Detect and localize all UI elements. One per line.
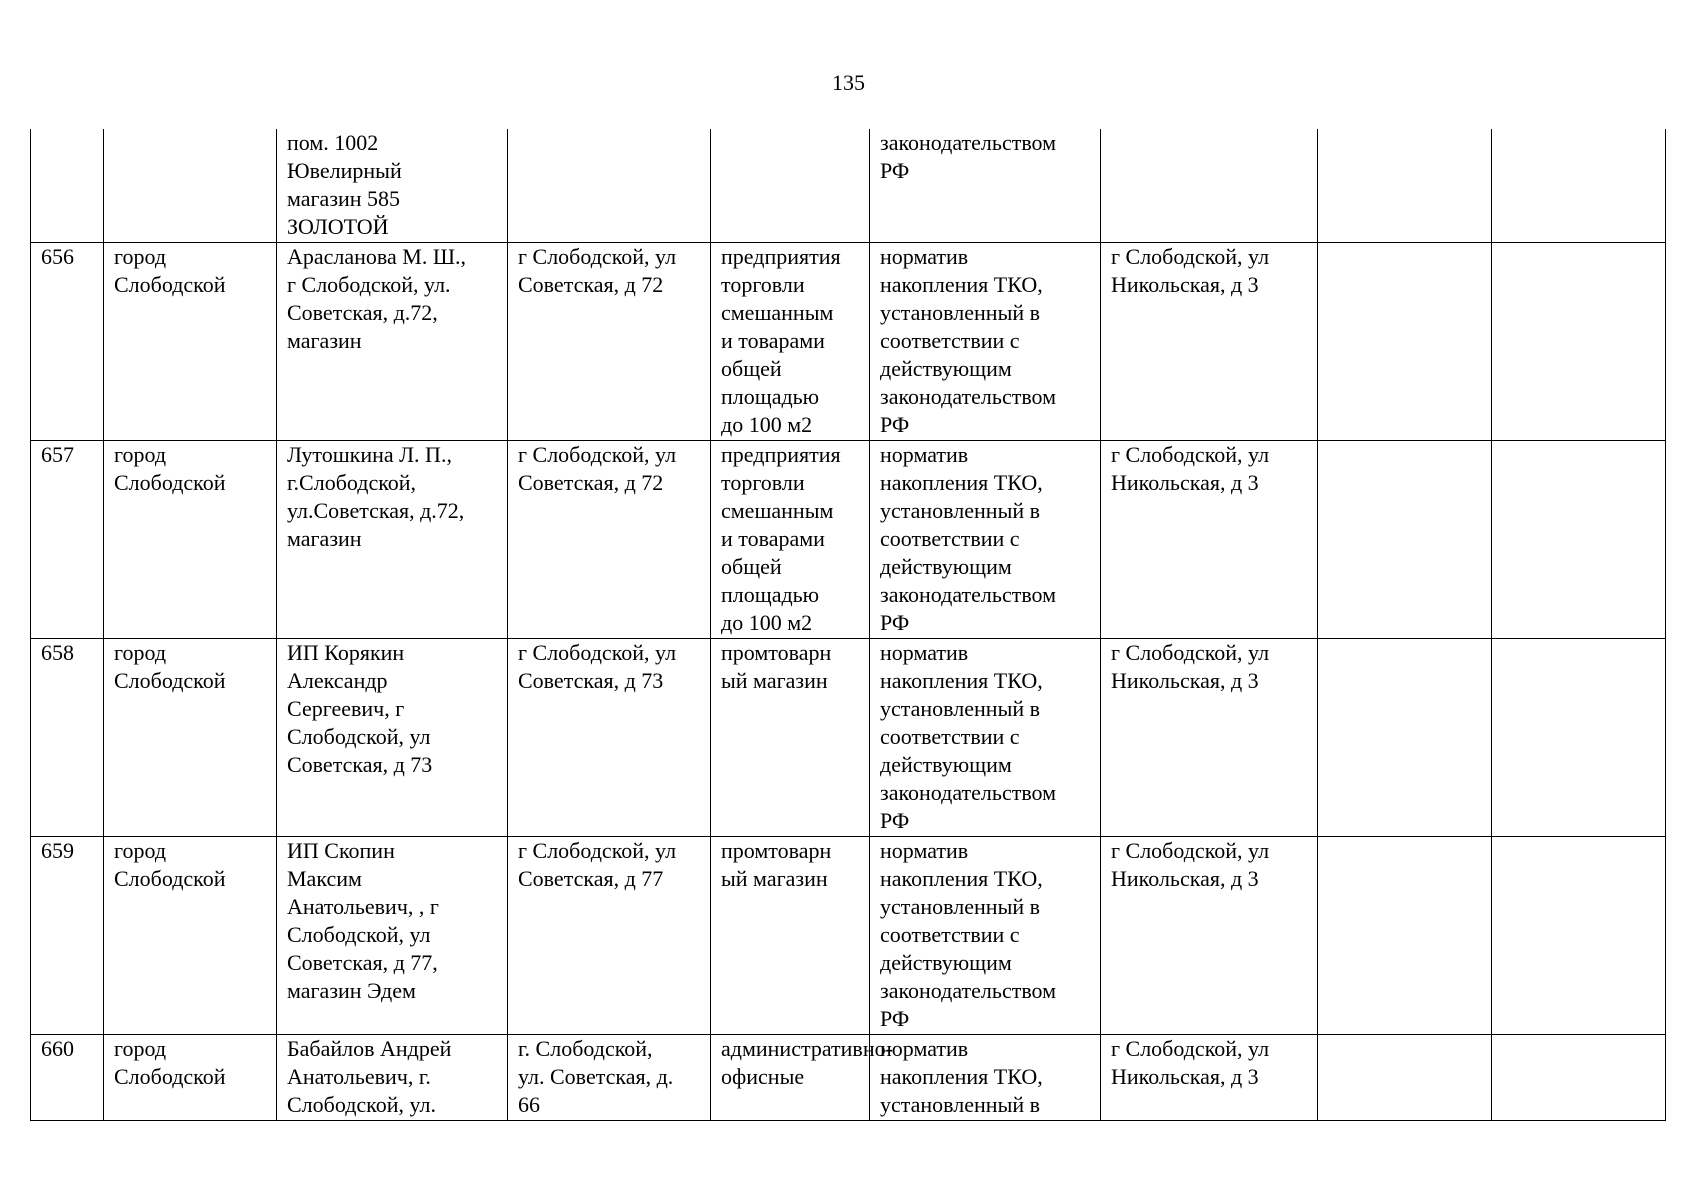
cell-category: предприятия торговли смешанным и товарами общей площадью до 100 м2 [711,243,870,441]
cell-extra-2 [1492,837,1666,1035]
cell-extra-1 [1318,441,1492,639]
cell-source: пом. 1002 Ювелирный магазин 585 ЗОЛОТОЙ [277,129,508,243]
cell-location [508,129,711,243]
cell-extra-1 [1318,837,1492,1035]
cell-location: г Слободской, ул Советская, д 73 [508,639,711,837]
cell-settlement: город Слободской [104,1035,277,1121]
waste-sources-table [30,129,1666,1121]
cell-norm: норматив накопления ТКО, установленный в соответствии с действующим законодательством РФ [870,639,1101,837]
cell-norm: норматив накопления ТКО, установленный в соответствии с действующим законодательством РФ [870,243,1101,441]
cell-norm: норматив накопления ТКО, установленный в соответствии с действующим законодательством РФ [870,837,1101,1035]
cell-norm: законодательством РФ [870,129,1101,243]
cell-extra-1 [1318,243,1492,441]
table-row [31,639,1666,837]
cell-extra-2 [1492,243,1666,441]
cell-settlement: город Слободской [104,837,277,1035]
cell-norm: норматив накопления ТКО, установленный в [870,1035,1101,1121]
cell-site: г Слободской, ул Никольская, д 3 [1101,441,1318,639]
cell-extra-2 [1492,1035,1666,1121]
cell-extra-1 [1318,1035,1492,1121]
table-row-continued [31,129,1666,243]
cell-number: 658 [31,639,104,837]
cell-extra-2 [1492,441,1666,639]
cell-settlement: город Слободской [104,639,277,837]
table-row [31,1035,1666,1121]
cell-number [31,129,104,243]
cell-source: Бабайлов Андрей Анатольевич, г. Слободской, ул. [277,1035,508,1121]
table-row [31,243,1666,441]
cell-source: ИП Скопин Максим Анатольевич, , г Слободской, ул Советская, д 77, магазин Эдем [277,837,508,1035]
cell-category: административно- офисные [711,1035,870,1121]
cell-category [711,129,870,243]
table-row [31,837,1666,1035]
cell-location: г Слободской, ул Советская, д 77 [508,837,711,1035]
cell-source: Лутошкина Л. П., г.Слободской, ул.Советская, д.72, магазин [277,441,508,639]
cell-number: 657 [31,441,104,639]
cell-norm: норматив накопления ТКО, установленный в соответствии с действующим законодательством РФ [870,441,1101,639]
cell-category: предприятия торговли смешанным и товарами общей площадью до 100 м2 [711,441,870,639]
cell-number: 659 [31,837,104,1035]
cell-site: г Слободской, ул Никольская, д 3 [1101,837,1318,1035]
cell-settlement: город Слободской [104,243,277,441]
cell-extra-1 [1318,639,1492,837]
cell-location: г Слободской, ул Советская, д 72 [508,243,711,441]
cell-category: промтоварн ый магазин [711,639,870,837]
cell-extra-2 [1492,129,1666,243]
cell-location: г Слободской, ул Советская, д 72 [508,441,711,639]
cell-site: г Слободской, ул Никольская, д 3 [1101,243,1318,441]
cell-location: г. Слободской, ул. Советская, д. 66 [508,1035,711,1121]
table-row [31,441,1666,639]
cell-extra-2 [1492,639,1666,837]
cell-settlement [104,129,277,243]
cell-site: г Слободской, ул Никольская, д 3 [1101,1035,1318,1121]
cell-number: 660 [31,1035,104,1121]
cell-settlement: город Слободской [104,441,277,639]
cell-site [1101,129,1318,243]
cell-source: ИП Корякин Александр Сергеевич, г Слободской, ул Советская, д 73 [277,639,508,837]
cell-source: Арасланова М. Ш., г Слободской, ул. Советская, д.72, магазин [277,243,508,441]
cell-site: г Слободской, ул Никольская, д 3 [1101,639,1318,837]
cell-number: 656 [31,243,104,441]
cell-category: промтоварн ый магазин [711,837,870,1035]
cell-extra-1 [1318,129,1492,243]
page-number: 135 [832,70,865,95]
